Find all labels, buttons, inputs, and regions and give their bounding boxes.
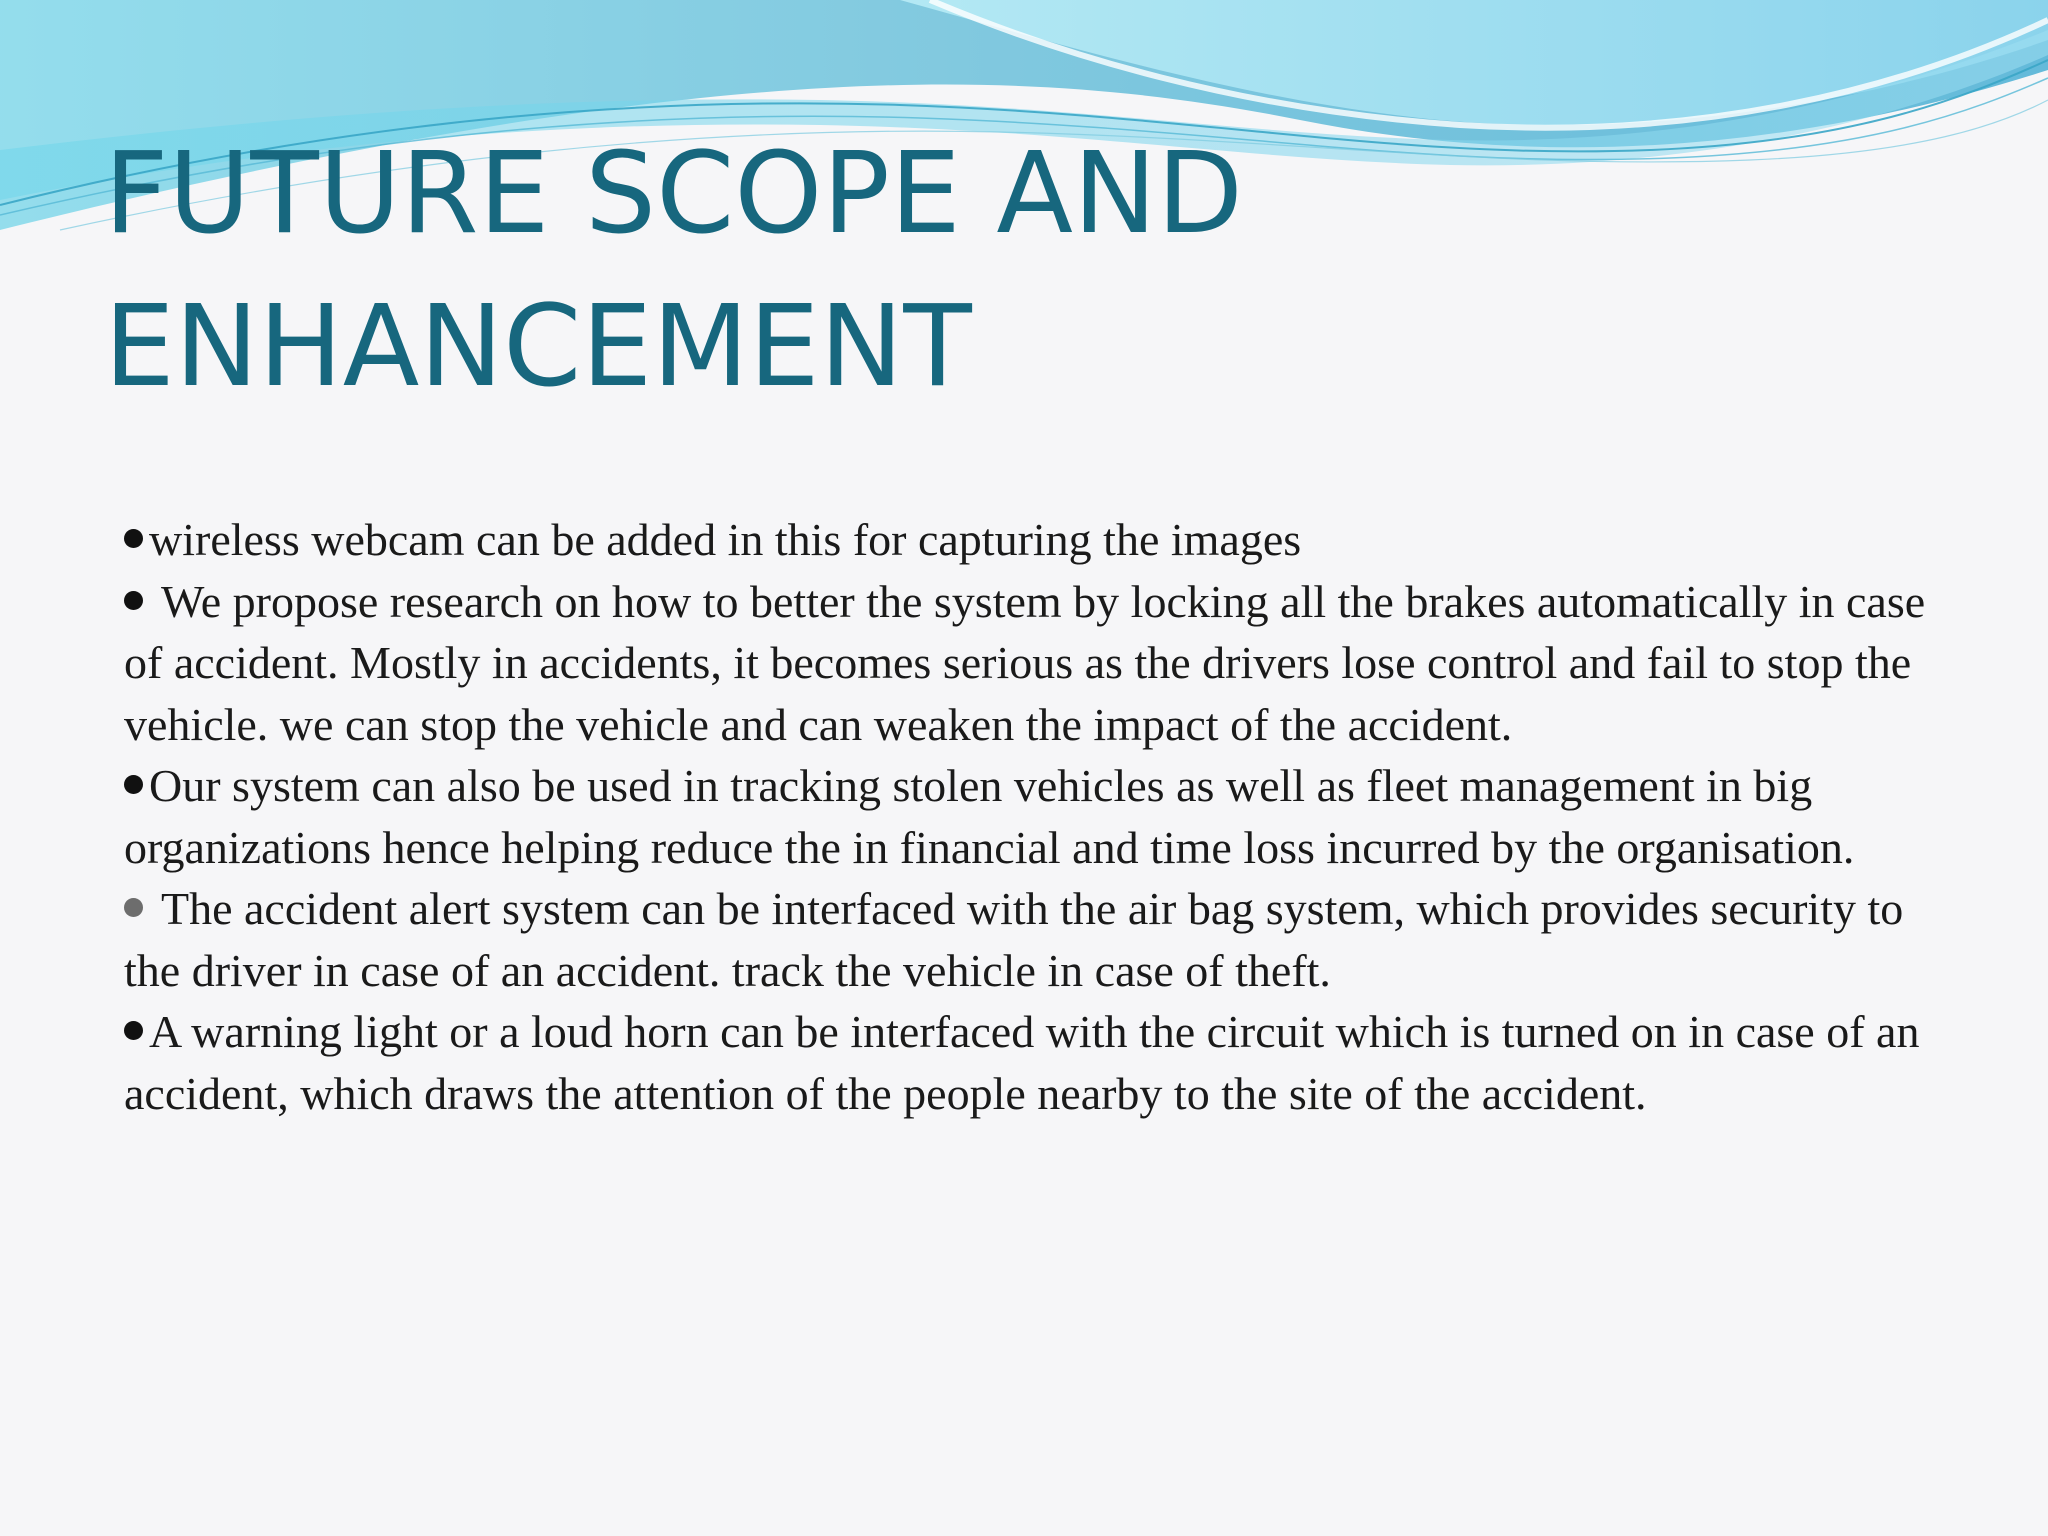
bullet-item-airbag xyxy=(124,878,1944,1001)
bullet-text: We propose research on how to better the system by locking all the brakes automatically in case of accident. Mostly in accidents, it becomes serious as the drivers lose control and fail to stop the vehicle. we can stop the vehicle and can weaken the impact of the accident. xyxy=(124,575,1926,750)
bullet-item-tracking xyxy=(124,755,1944,878)
bullet-text: wireless webcam can be added in this for capturing the images xyxy=(149,514,1302,565)
bullet-dot-icon xyxy=(124,591,143,610)
bullet-item-warning-light xyxy=(124,1001,1944,1124)
bullet-item-webcam xyxy=(124,509,1944,571)
slide-title-line-2: ENHANCEMENT xyxy=(104,282,972,412)
bullet-dot-icon xyxy=(124,1021,143,1040)
bullet-text: A warning light or a loud horn can be interfaced with the circuit which is turned on in case of an accident, which draws the attention of the people nearby to the site of the accident. xyxy=(124,1006,1920,1119)
bullet-dot-icon xyxy=(124,529,143,548)
slide-title-line-1: FUTURE SCOPE AND xyxy=(104,129,1243,259)
bullet-text: The accident alert system can be interfaced with the air bag system, which provides security to the driver in case of an accident. track the vehicle in case of theft. xyxy=(124,883,1904,996)
bullet-dot-icon xyxy=(124,898,143,917)
bullet-list xyxy=(124,509,1944,1124)
bullet-dot-icon xyxy=(124,775,143,794)
bullet-item-brakes xyxy=(124,571,1944,756)
slide-title xyxy=(104,118,1604,424)
bullet-text: Our system can also be used in tracking stolen vehicles as well as fleet management in big organizations hence helping reduce the in financial and time loss incurred by the organisation. xyxy=(124,760,1855,873)
